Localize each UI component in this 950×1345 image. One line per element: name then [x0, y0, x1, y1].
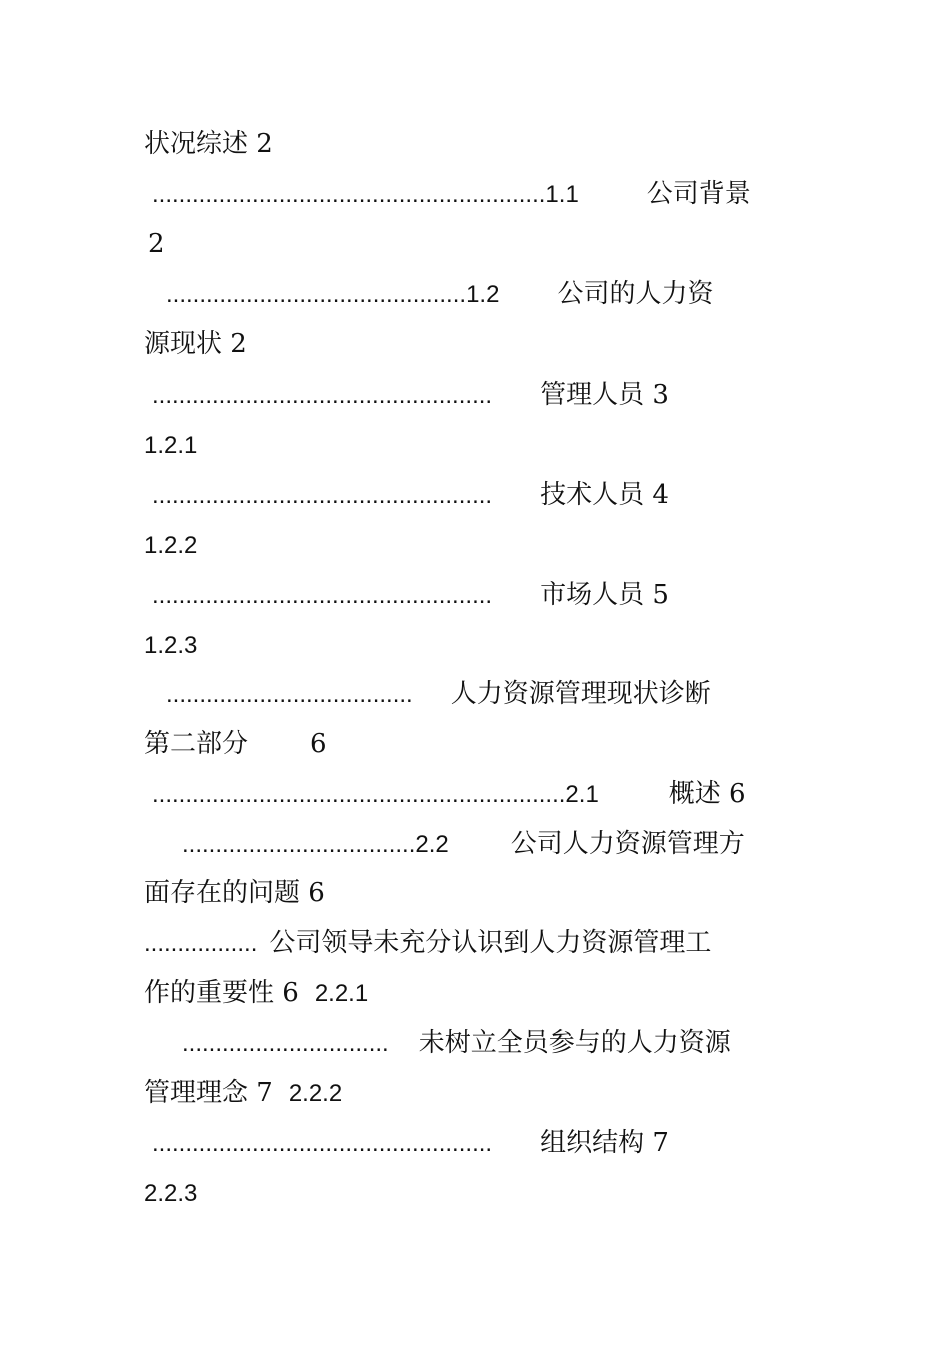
toc-section-title: 公司领导未充分认识到人力资源管理工 [269, 928, 712, 958]
toc-leader-dots: ..................................... [166, 681, 413, 708]
toc-entry-1-2-2[interactable] [152, 478, 669, 513]
toc-leader-dots: ................................................... [152, 482, 493, 509]
toc-line-1 [144, 127, 273, 161]
toc-text: 状况综述 2 [144, 129, 273, 159]
toc-section-title: 技术人员 4 [540, 480, 669, 510]
toc-section-title: 公司的人力资 [557, 279, 714, 309]
toc-line-22 [144, 1176, 197, 1211]
toc-section-number: 1.2.1 [144, 432, 198, 459]
toc-line-18 [144, 976, 368, 1011]
toc-section-number: 2.2.1 [314, 980, 369, 1007]
toc-entry-2-2-2[interactable] [182, 1026, 731, 1061]
toc-text: 源现状 2 [144, 329, 247, 359]
toc-entry-1-1[interactable] [152, 177, 751, 212]
toc-entry-1-2-1[interactable] [152, 378, 669, 413]
toc-page-number: 6 [310, 729, 327, 759]
toc-leader-dots: ............................... [182, 1030, 389, 1057]
toc-section-title: 人力资源管理现状诊断 [450, 679, 711, 709]
toc-entry-part-2[interactable] [166, 677, 711, 712]
toc-line-16 [144, 876, 325, 910]
toc-leader-dots: ................................................... [152, 1130, 493, 1157]
toc-section-number: 2.2.2 [288, 1080, 343, 1107]
toc-line-20 [144, 1076, 342, 1111]
toc-leader-dots: ................................................... [152, 382, 493, 409]
toc-line-11 [144, 628, 197, 663]
toc-entry-2-2-1[interactable] [144, 926, 711, 961]
toc-section-number: 2.1 [565, 781, 599, 808]
toc-line-5 [144, 327, 247, 361]
toc-section-title: 公司人力资源管理方 [510, 829, 745, 859]
toc-section-number: 2.2.3 [144, 1180, 198, 1207]
toc-entry-2-1[interactable] [152, 777, 746, 812]
toc-line-7 [144, 428, 197, 463]
toc-section-title: 管理人员 3 [540, 380, 669, 410]
toc-leader-dots: ................................... [182, 831, 416, 858]
toc-section-title: 第二部分 [144, 729, 249, 759]
toc-leader-dots: ................. [144, 930, 258, 957]
toc-section-number: 1.1 [545, 181, 579, 208]
toc-section-title: 管理理念 7 [144, 1078, 273, 1108]
toc-section-number: 2.2 [415, 831, 449, 858]
toc-leader-dots: .............................................................. [152, 781, 566, 808]
toc-line-9 [144, 528, 197, 563]
toc-page-number: 2 [148, 229, 165, 259]
toc-section-title: 市场人员 5 [540, 580, 669, 610]
toc-entry-2-2-3[interactable] [152, 1126, 669, 1161]
toc-entry-1-2[interactable] [166, 277, 713, 312]
toc-section-title: 公司背景 [646, 179, 751, 209]
toc-line-13 [144, 727, 327, 761]
toc-section-title: 作的重要性 6 [144, 978, 299, 1008]
toc-entry-1-2-3[interactable] [152, 578, 669, 613]
toc-leader-dots: ............................................. [166, 281, 467, 308]
toc-section-title: 概述 6 [668, 779, 746, 809]
toc-section-title: 组织结构 7 [540, 1128, 669, 1158]
toc-leader-dots: ........................................................... [152, 181, 546, 208]
toc-leader-dots: ................................................... [152, 582, 493, 609]
toc-section-number: 1.2.3 [144, 632, 198, 659]
toc-section-title: 未树立全员参与的人力资源 [418, 1028, 731, 1058]
toc-section-number: 1.2.2 [144, 532, 198, 559]
toc-line-3 [148, 227, 165, 261]
toc-entry-2-2[interactable] [182, 827, 745, 862]
toc-text: 面存在的问题 6 [144, 878, 325, 908]
toc-section-number: 1.2 [466, 281, 500, 308]
